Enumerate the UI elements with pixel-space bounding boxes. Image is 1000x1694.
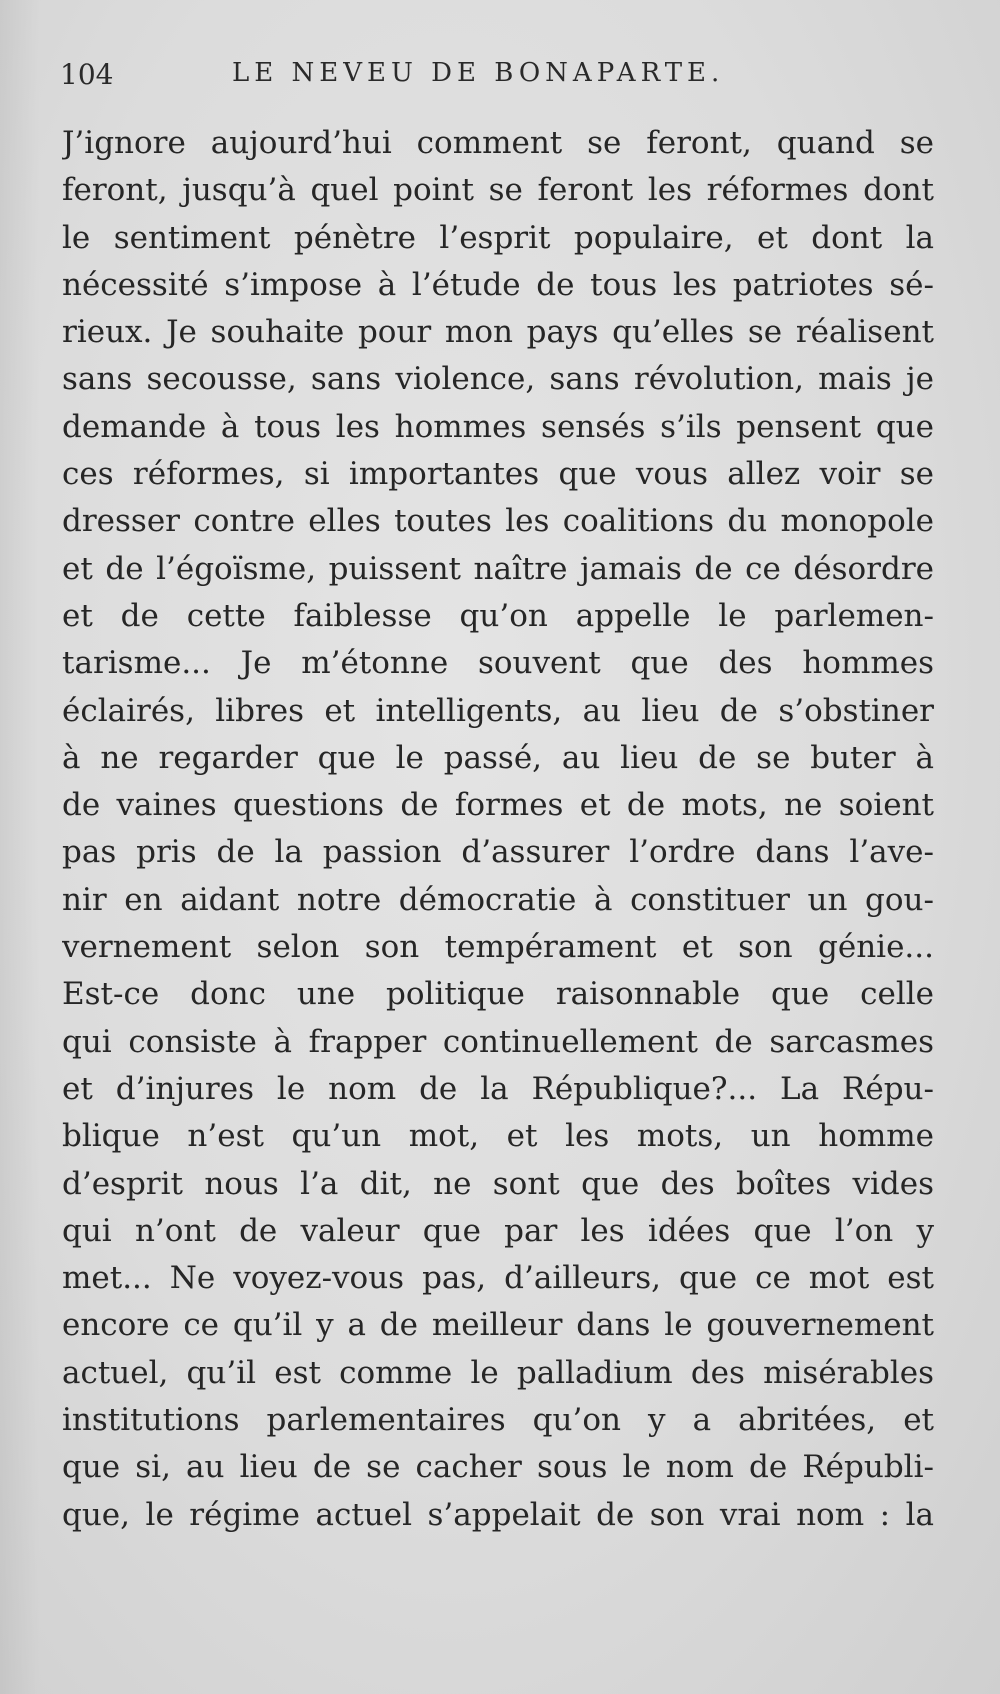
running-head xyxy=(60,58,760,98)
text-line: actuel, qu’il est comme le palladium des misérables xyxy=(62,1354,934,1391)
text-line: encore ce qu’il y a de meilleur dans le gouvernement xyxy=(62,1307,934,1344)
text-line: vernement selon son tempérament et son génie... xyxy=(62,929,934,966)
text-line: demande à tous les hommes sensés s’ils pensent que xyxy=(62,408,934,445)
text-line: nécessité s’impose à l’étude de tous les patriotes sé- xyxy=(62,266,934,303)
text-line: d’esprit nous l’a dit, ne sont que des boîtes vides xyxy=(62,1165,934,1202)
text-line: pas pris de la passion d’assurer l’ordre dans l’ave- xyxy=(62,834,934,871)
text-line: J’ignore aujourd’hui comment se feront, quand se xyxy=(62,125,934,161)
text-line: dresser contre elles toutes les coalitions du monopole xyxy=(62,503,934,540)
text-line: à ne regarder que le passé, au lieu de se buter à xyxy=(62,739,934,776)
text-line: rieux. Je souhaite pour mon pays qu’elles se réalisent xyxy=(62,314,934,351)
page-number: 104 xyxy=(60,58,114,91)
text-line: feront, jusqu’à quel point se feront les réformes dont xyxy=(62,172,934,209)
running-title: LE NEVEU DE BONAPARTE. xyxy=(232,58,725,88)
text-line: et de cette faiblesse qu’on appelle le parlemen- xyxy=(62,597,934,634)
text-line: qui consiste à frapper continuellement de sarcasmes xyxy=(62,1023,934,1060)
text-line: ces réformes, si importantes que vous allez voir se xyxy=(62,456,934,493)
text-line: le sentiment pénètre l’esprit populaire, et dont la xyxy=(62,219,934,256)
text-line: Est-ce donc une politique raisonnable que celle xyxy=(62,976,934,1013)
text-line: et d’injures le nom de la République?... La Répu- xyxy=(62,1070,934,1107)
text-line: met... Ne voyez-vous pas, d’ailleurs, que ce mot est xyxy=(62,1260,934,1297)
text-line: éclairés, libres et intelligents, au lieu de s’obstiner xyxy=(62,692,934,729)
text-line: que, le régime actuel s’appelait de son vrai nom : la xyxy=(62,1496,934,1533)
text-line: sans secousse, sans violence, sans révolution, mais je xyxy=(62,361,934,398)
text-line: de vaines questions de formes et de mots, ne soient xyxy=(62,787,934,824)
body-text xyxy=(62,120,934,1539)
text-line: qui n’ont de valeur que par les idées que l’on y xyxy=(62,1212,934,1249)
text-line: et de l’égoïsme, puissent naître jamais de ce désordre xyxy=(62,550,934,587)
text-line: tarisme... Je m’étonne souvent que des hommes xyxy=(62,645,934,682)
text-line: que si, au lieu de se cacher sous le nom de Républi- xyxy=(62,1449,934,1486)
text-line: institutions parlementaires qu’on y a abritées, et xyxy=(62,1402,934,1439)
text-line: blique n’est qu’un mot, et les mots, un homme xyxy=(62,1118,934,1155)
text-line: nir en aidant notre démocratie à constituer un gou- xyxy=(62,881,934,918)
